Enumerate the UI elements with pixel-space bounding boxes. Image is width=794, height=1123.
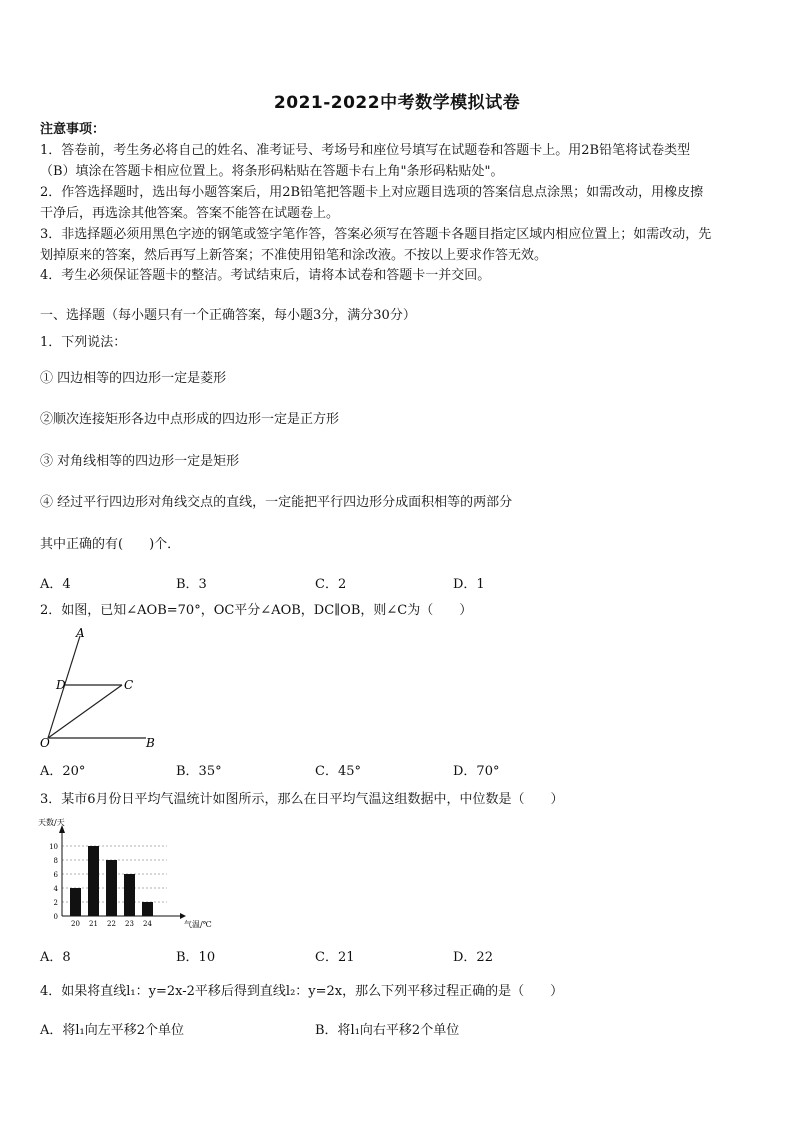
notice-line: 1．答卷前，考生务必将自己的姓名、准考证号、考场号和座位号填写在试题卷和答题卡上。用2B铅笔将试卷类型 [40, 143, 691, 158]
q1-item: ②顺次连接矩形各边中点形成的四边形一定是正方形 [40, 412, 340, 427]
q1-question: 其中正确的有( )个． [40, 537, 181, 552]
q3-option-c: C．21 [315, 950, 355, 965]
notice-line: （B）填涂在答题卡相应位置上。将条形码粘贴在答题卡右上角"条形码粘贴处"。 [40, 164, 504, 179]
section-heading: 一、选择题（每小题只有一个正确答案，每小题3分，满分30分） [40, 308, 416, 323]
y-tick-label: 6 [53, 871, 58, 879]
label-o: O [40, 736, 50, 750]
q1-option-c: C．2 [315, 577, 347, 592]
q1-item: ④ 经过平行四边形对角线交点的直线，一定能把平行四边形分成面积相等的两部分 [40, 495, 513, 510]
q4-stem: 4．如果将直线l₁：y=2x-2平移后得到直线l₂：y=2x，那么下列平移过程正确的是（ ） [40, 984, 564, 999]
q2-stem: 2．如图，已知∠AOB=70°，OC平分∠AOB，DC∥OB，则∠C为（ ） [40, 603, 473, 618]
y-tick-label: 8 [53, 857, 58, 865]
x-axis-arrow [180, 913, 186, 919]
temperature-bar-chart [36, 815, 212, 933]
page-title: 2021-2022中考数学模拟试卷 [273, 93, 521, 113]
notice-line: 3．非选择题必须用黑色字迹的钢笔或签字笔作答，答案必须写在答题卡各题目指定区域内相应位置上；如需改动，先 [40, 227, 712, 242]
q1-stem: 1．下列说法： [40, 335, 127, 350]
x-tick-label: 24 [143, 920, 152, 928]
q1-option-b: B．3 [176, 577, 207, 592]
x-tick-label: 23 [125, 920, 134, 928]
x-tick-label: 20 [71, 920, 80, 928]
q4-option-b: B．将l₁向右平移2个单位 [315, 1023, 460, 1038]
label-b: B [146, 736, 155, 750]
label-d: D [56, 678, 66, 692]
y-axis-label: 天数/天 [38, 818, 65, 827]
bar [106, 860, 117, 916]
q3-stem: 3．某市6月份日平均气温统计如图所示，那么在日平均气温这组数据中，中位数是（ ） [40, 792, 564, 807]
bar [124, 874, 135, 916]
q2-option-c: C．45° [315, 764, 361, 779]
x-axis-label: 气温/℃ [184, 920, 212, 929]
q3-option-a: A．8 [40, 950, 71, 965]
q2-option-a: A．20° [40, 764, 86, 779]
notice-line: 2．作答选择题时，选出每小题答案后，用2B铅笔把答题卡上对应题目选项的答案信息点涂黑；如需改动，用橡皮擦 [40, 185, 704, 200]
q1-option-a: A．4 [40, 577, 71, 592]
x-tick-label: 22 [107, 920, 116, 928]
bar [142, 902, 153, 916]
label-a: A [76, 626, 85, 640]
q1-option-d: D．1 [453, 577, 485, 592]
q1-item: ① 四边相等的四边形一定是菱形 [40, 371, 227, 386]
bar [70, 888, 81, 916]
notice-heading: 注意事项： [40, 122, 106, 137]
q1-item: ③ 对角线相等的四边形一定是矩形 [40, 454, 240, 469]
label-c: C [124, 678, 134, 692]
notice-line: 干净后，再选涂其他答案。答案不能答在试题卷上。 [40, 206, 340, 221]
bar [88, 846, 99, 916]
q2-option-d: D．70° [453, 764, 500, 779]
notice-line: 划掉原来的答案，然后再写上新答案；不准使用铅笔和涂改液。不按以上要求作答无效。 [40, 248, 548, 263]
segment-oc [48, 685, 122, 738]
y-tick-label: 2 [53, 899, 58, 907]
q3-option-b: B．10 [176, 950, 216, 965]
q4-option-a: A．将l₁向左平移2个单位 [40, 1023, 185, 1038]
x-tick-label: 21 [89, 920, 98, 928]
q2-geometry-figure [36, 624, 166, 750]
y-tick-label: 4 [53, 885, 58, 893]
q3-option-d: D．22 [453, 950, 493, 965]
notice-line: 4．考生必须保证答题卡的整洁。考试结束后，请将本试卷和答题卡一并交回。 [40, 268, 491, 283]
y-tick-label: 10 [49, 843, 58, 851]
y-tick-label: 0 [53, 913, 58, 921]
q2-option-b: B．35° [176, 764, 222, 779]
